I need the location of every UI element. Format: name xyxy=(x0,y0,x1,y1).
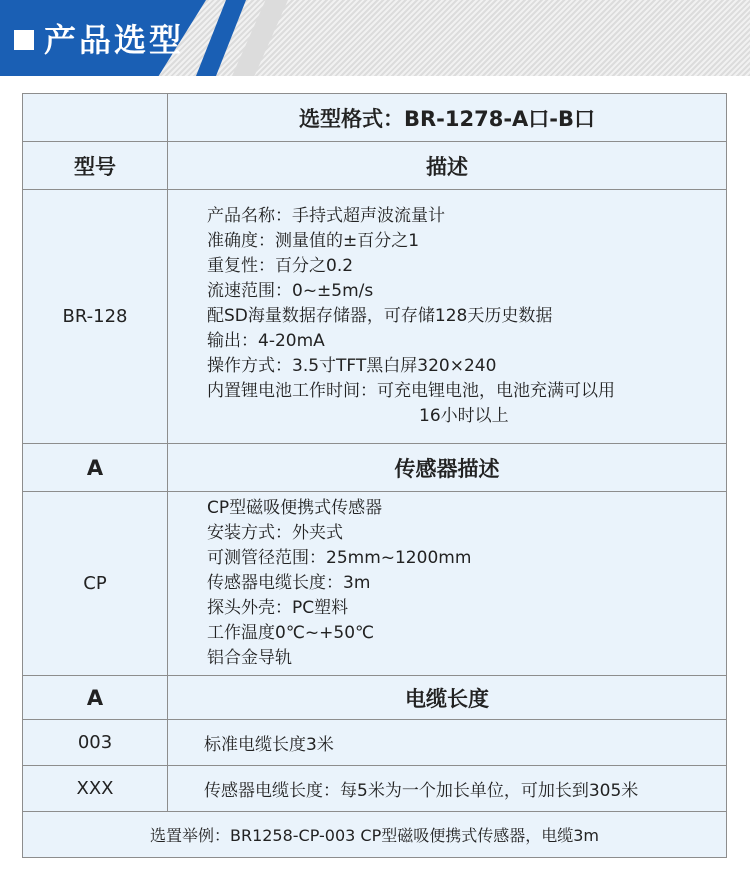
sensor-header-title: 传感器描述 xyxy=(168,444,727,492)
cable-header-code: A xyxy=(23,676,168,720)
sensor-spec-line: 探头外壳：PC塑料 xyxy=(207,598,349,618)
description-column-header: 描述 xyxy=(168,142,727,190)
section-banner xyxy=(0,0,750,76)
model-spec-line: 流速范围：0~±5m/s xyxy=(207,281,374,301)
sensor-spec-line: 铝合金导轨 xyxy=(207,648,292,668)
model-spec-line: 16小时以上 xyxy=(419,406,509,426)
square-bullet-icon xyxy=(14,30,34,50)
selection-table xyxy=(22,93,727,858)
cable-description: 传感器电缆长度：每5米为一个加长单位，可加长到305米 xyxy=(168,766,727,812)
model-description xyxy=(168,190,727,444)
cable-row xyxy=(23,720,727,766)
model-spec-line: 内置锂电池工作时间：可充电锂电池，电池充满可以用 xyxy=(207,381,615,401)
empty-cell xyxy=(23,94,168,142)
header-row xyxy=(23,142,727,190)
sensor-spec-line: 安装方式：外夹式 xyxy=(207,523,343,543)
format-title: 选型格式：BR-1278-A口-B口 xyxy=(168,94,727,142)
cable-row xyxy=(23,766,727,812)
section-title: 产品选型 xyxy=(44,21,185,59)
model-spec-line: 输出：4-20mA xyxy=(207,331,325,351)
model-spec-line: 重复性：百分之0.2 xyxy=(207,256,354,276)
cable-header-row xyxy=(23,676,727,720)
selection-example: 选置举例：BR1258-CP-003 CP型磁吸便携式传感器，电缆3m xyxy=(23,812,727,858)
sensor-spec-line: 工作温度0℃~+50℃ xyxy=(207,623,375,643)
cable-description: 标准电缆长度3米 xyxy=(168,720,727,766)
model-spec-line: 准确度：测量值的±百分之1 xyxy=(207,231,420,251)
model-spec-line: 配SD海量数据存储器，可存储128天历史数据 xyxy=(207,306,553,326)
format-row xyxy=(23,94,727,142)
cable-code: XXX xyxy=(23,766,168,812)
cable-header-title: 电缆长度 xyxy=(168,676,727,720)
model-code: BR-128 xyxy=(23,190,168,444)
sensor-row xyxy=(23,492,727,676)
cable-code: 003 xyxy=(23,720,168,766)
model-spec-line: 操作方式：3.5寸TFT黑白屏320×240 xyxy=(207,356,497,376)
model-row xyxy=(23,190,727,444)
sensor-code: CP xyxy=(23,492,168,676)
sensor-description xyxy=(168,492,727,676)
sensor-header-row xyxy=(23,444,727,492)
model-spec-line: 产品名称：手持式超声波流量计 xyxy=(207,206,445,226)
model-column-header: 型号 xyxy=(23,142,168,190)
sensor-spec-line: 传感器电缆长度：3m xyxy=(207,573,371,593)
sensor-spec-line: 可测管径范围：25mm~1200mm xyxy=(207,548,472,568)
example-row xyxy=(23,812,727,858)
sensor-spec-line: CP型磁吸便携式传感器 xyxy=(207,498,383,518)
sensor-header-code: A xyxy=(23,444,168,492)
